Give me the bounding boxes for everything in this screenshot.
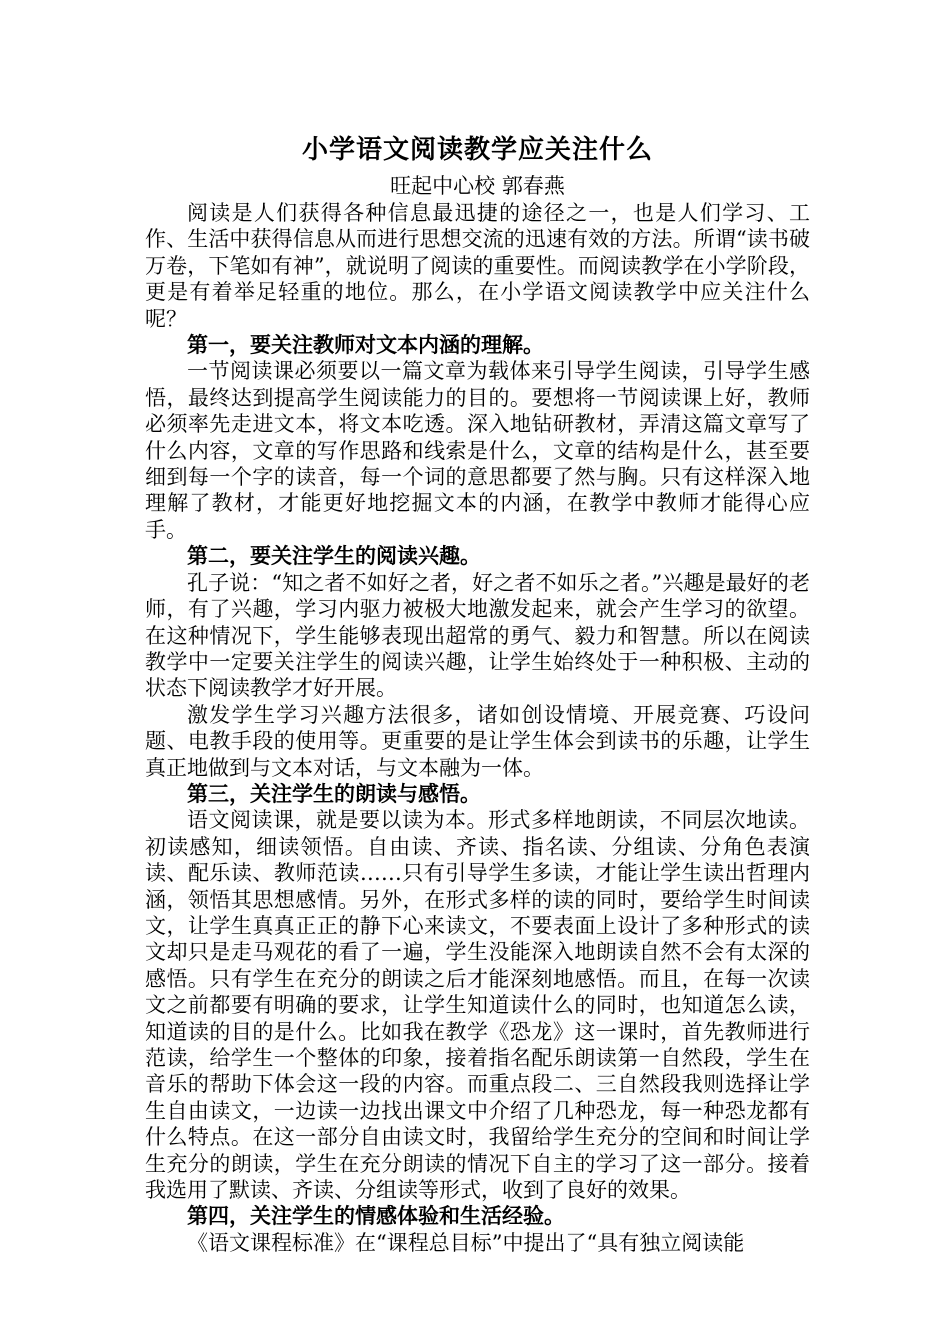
body-paragraph: 《语文课程标准》在“课程总目标”中提出了“具有独立阅读能	[187, 1230, 745, 1255]
body-paragraph: 一节阅读课必须要以一篇文章为载体来引导学生阅读，引导学生感悟，最终达到提高学生阅读能力的目的。要想将一节阅读课上好，教师必须率先走进文本，将文本吃透。深入地钻研教材，弄清这篇文章写了什么内容，文章的写作思路和线索是什么，文章的结构是什么，甚至要细到每一个字的读音，每一个词的意思都要了然与胸。只有这样深入地理解了教材，才能更好地挖掘文本的内涵，在教学中教师才能得心应手。	[145, 359, 810, 542]
document-body	[145, 128, 810, 1256]
body-paragraph: 激发学生学习兴趣方法很多，诸如创设情境、开展竞赛、巧设问题、电教手段的使用等。更重要的是让学生体会到读书的乐趣，让学生真正地做到与文本对话，与文本融为一体。	[145, 702, 810, 780]
body-paragraph: 孔子说：“知之者不如好之者，好之者不如乐之者。”兴趣是最好的老师，有了兴趣，学习内驱力被极大地激发起来，就会产生学习的欲望。在这种情况下，学生能够表现出超常的勇气、毅力和智慧。所以在阅读教学中一定要关注学生的阅读兴趣，让学生始终处于一种积极、主动的状态下阅读教学才好开展。	[145, 570, 810, 701]
document-author: 旺起中心校 郭春燕	[390, 174, 565, 198]
section-heading: 第一，要关注教师对文本内涵的理解。	[187, 332, 544, 358]
document-paragraphs	[145, 200, 810, 1256]
document-title: 小学语文阅读教学应关注什么	[301, 135, 653, 165]
body-paragraph: 阅读是人们获得各种信息最迅捷的途径之一，也是人们学习、工作、生活中获得信息从而进行思想交流的迅速有效的方法。所谓“读书破万卷，下笔如有神”，就说明了阅读的重要性。而阅读教学在小学阶段，更是有着举足轻重的地位。那么，在小学语文阅读教学中应关注什么呢？	[145, 201, 810, 331]
section-heading: 第三，关注学生的朗读与感悟。	[187, 780, 481, 806]
body-paragraph: 语文阅读课，就是要以读为本。形式多样地朗读，不同层次地读。初读感知，细读领悟。自由读、齐读、指名读、分组读、分角色表演读、配乐读、教师范读……只有引导学生多读，才能让学生读出哲理内涵，领悟其思想感情。另外，在形式多样的读的同时，要给学生时间读文，让学生真真正正的静下心来读文，不要表面上设计了多种形式的读文却只是走马观花的看了一遍，学生没能深入地朗读自然不会有太深的感悟。只有学生在充分的朗读之后才能深刻地感悟。而且，在每一次读文之前都要有明确的要求，让学生知道读什么的同时，也知道怎么读，知道读的目的是什么。比如我在教学《恐龙》这一课时，首先教师进行范读，给学生一个整体的印象，接着指名配乐朗读第一自然段，学生在音乐的帮助下体会这一段的内容。而重点段二、三自然段我则选择让学生自由读文，一边读一边找出课文中介绍了几种恐龙，每一种恐龙都有什么特点。在这一部分自由读文时，我留给学生充分的空间和时间让学生充分的朗读，学生在充分朗读的情况下自主的学习了这一部分。接着我选用了默读、齐读、分组读等形式，收到了良好的效果。	[145, 808, 810, 1203]
section-heading: 第四，关注学生的情感体验和生活经验。	[187, 1203, 565, 1229]
section-heading: 第二，要关注学生的阅读兴趣。	[187, 543, 481, 569]
